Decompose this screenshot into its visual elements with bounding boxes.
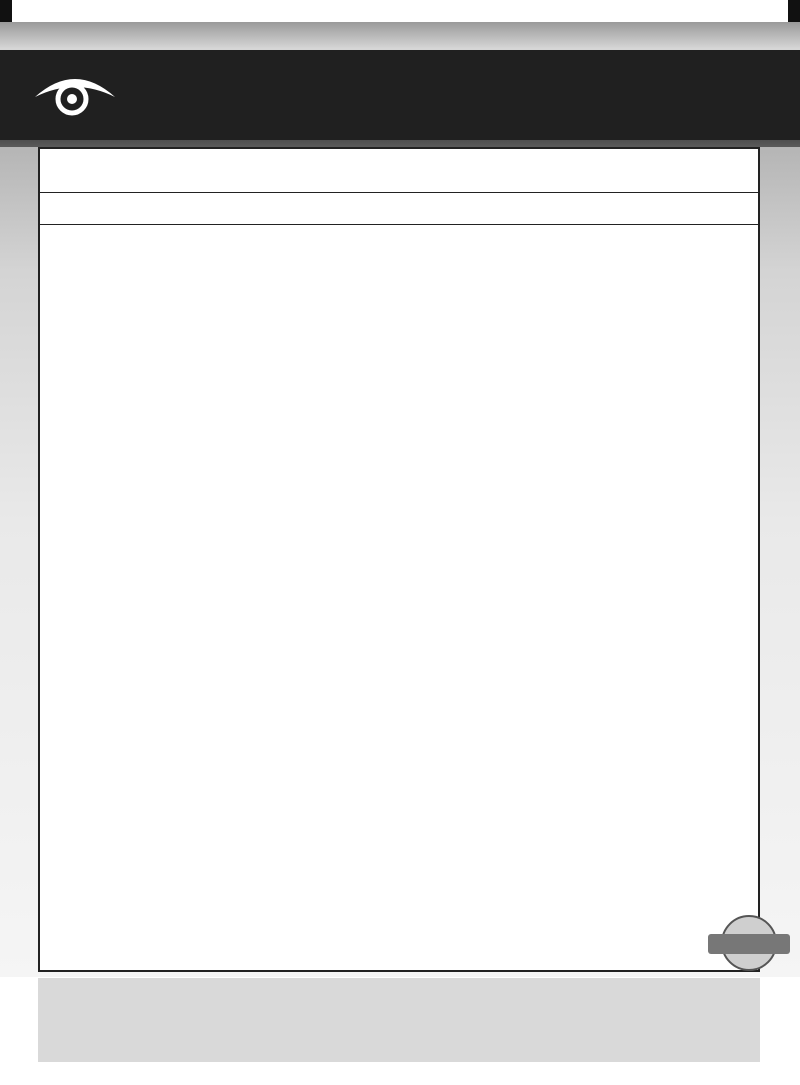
table-header [40, 193, 758, 225]
page-footer [40, 1066, 64, 1080]
banner [0, 22, 800, 147]
ad-tag-right [788, 0, 800, 22]
brand-logo [30, 67, 300, 137]
ad-tag-left [0, 0, 12, 22]
contact-footer [38, 978, 760, 1062]
brand-badge [706, 914, 792, 972]
eye-logo-icon [30, 69, 120, 119]
fare-table [38, 147, 760, 972]
table-title [40, 149, 758, 193]
